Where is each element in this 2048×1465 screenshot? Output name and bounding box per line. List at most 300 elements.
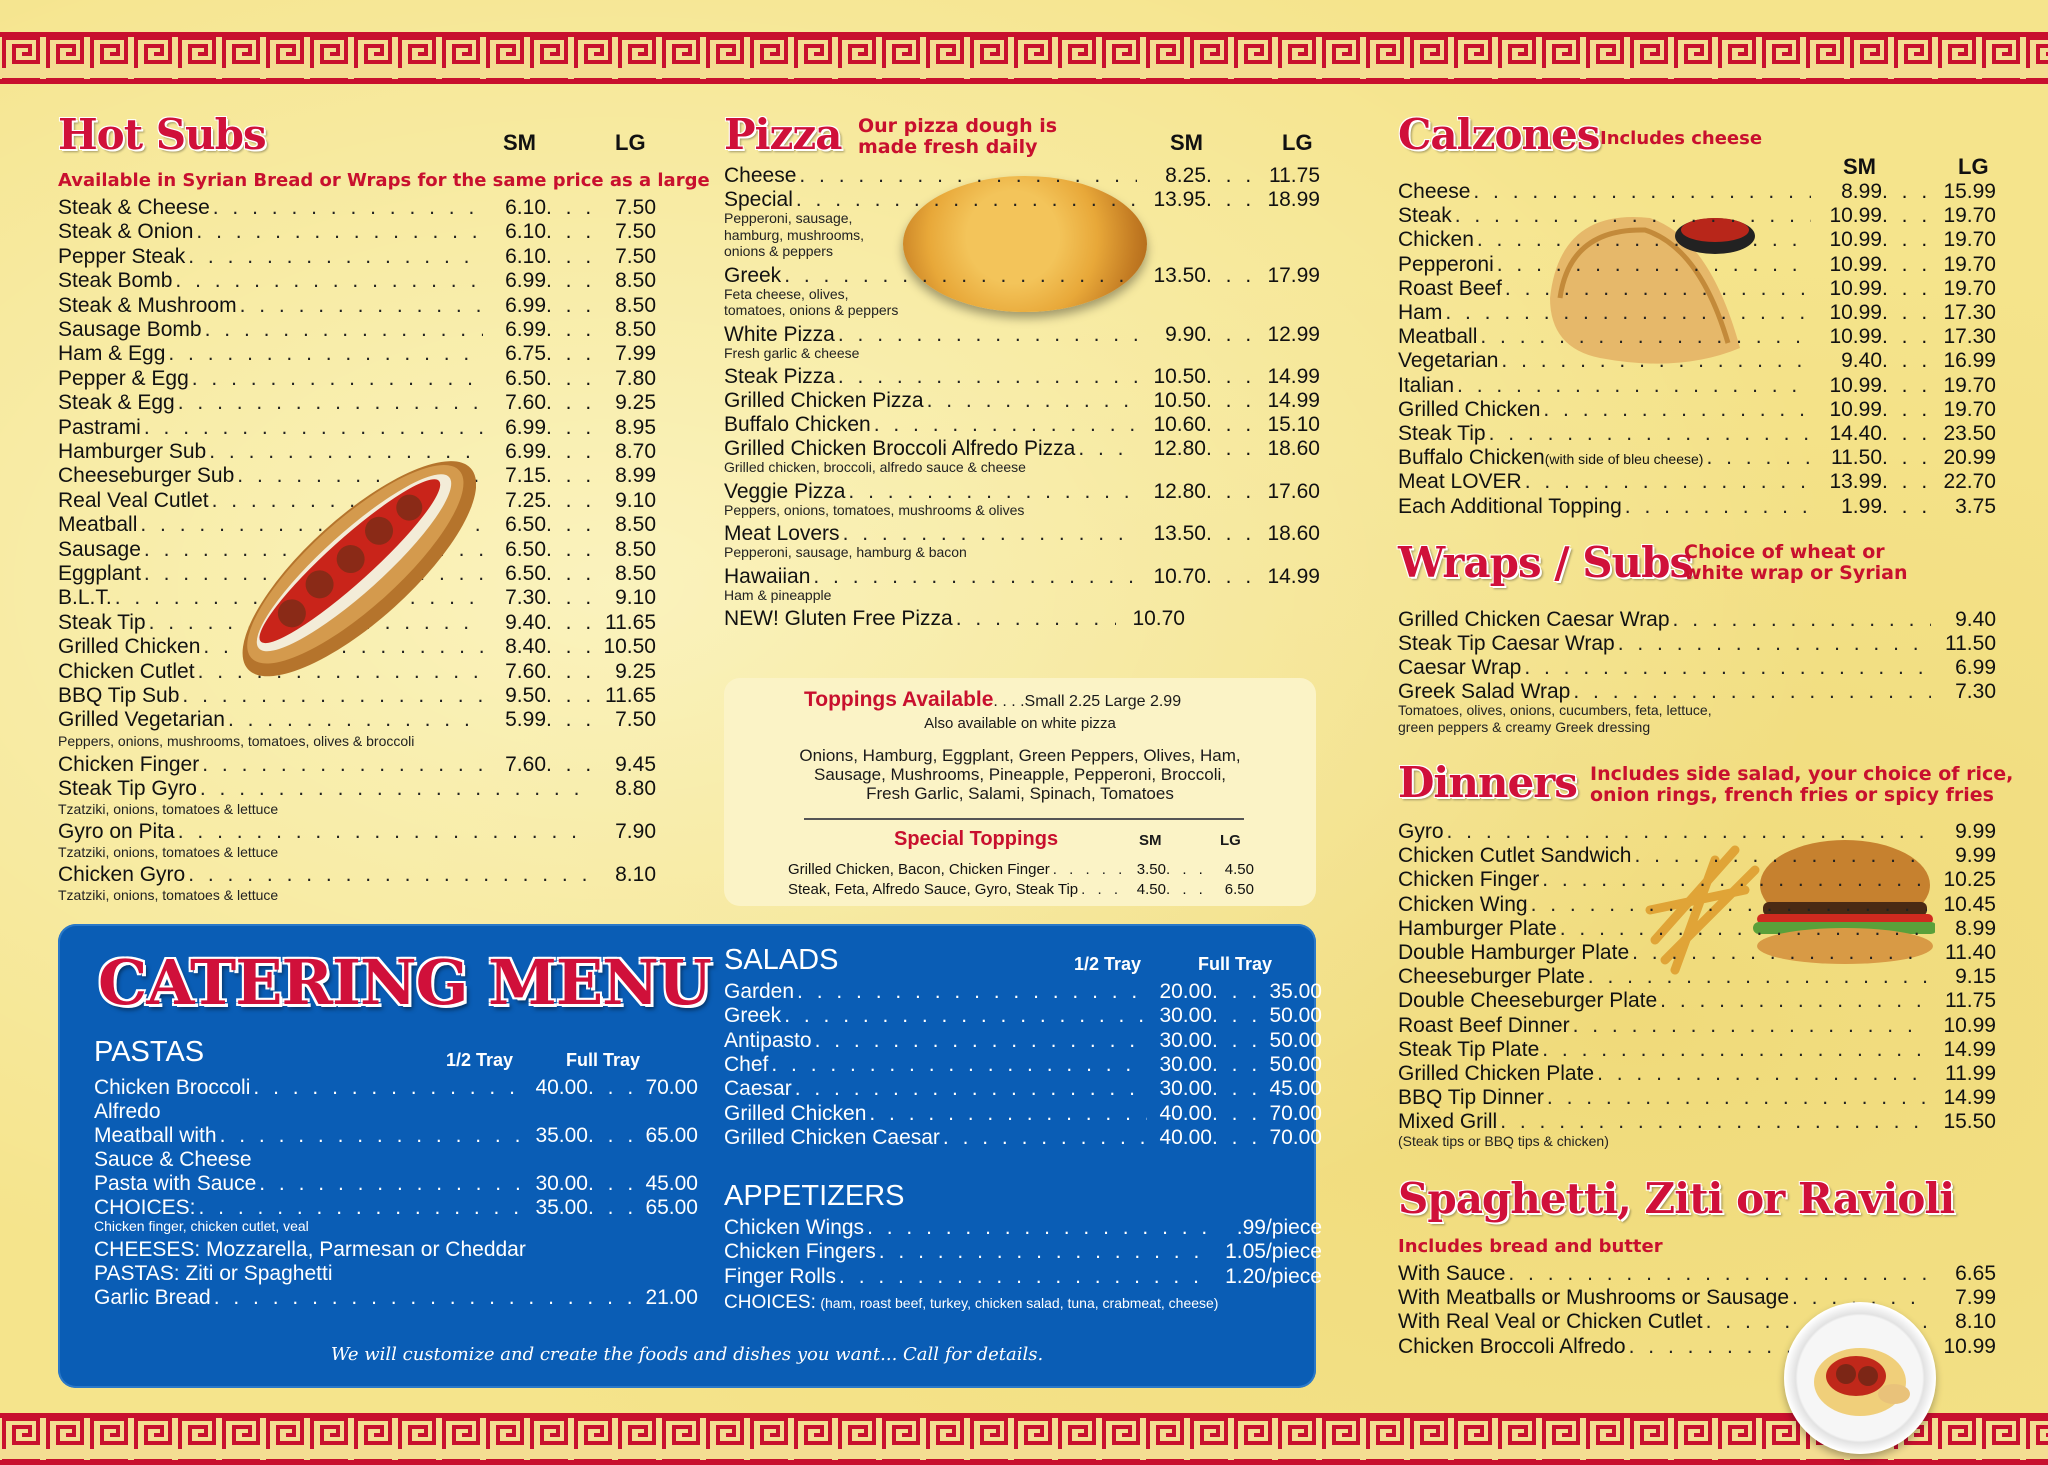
price-small: 1.99: [1841, 494, 1882, 518]
item-name: Grilled Chicken, Bacon, Chicken Finger: [788, 861, 1050, 878]
leader-dots: [1445, 301, 1811, 325]
menu-item-row: [1398, 1086, 1996, 1110]
price-large: 65.00: [645, 1196, 698, 1219]
leader-dots: [1480, 325, 1811, 349]
leader-dots: [546, 562, 594, 586]
menu-item-row: [724, 389, 1320, 413]
price-small: 10.50: [1153, 365, 1206, 388]
price-large: 19.70: [1943, 228, 1996, 252]
price-large: 19.70: [1943, 252, 1996, 276]
price-small: 7.60: [505, 752, 546, 776]
price-small: 6.99: [505, 293, 546, 317]
hot-subs-col-lg: LG: [615, 130, 646, 155]
item-name: Cheeseburger Sub: [58, 464, 235, 488]
item-name: Grilled Chicken: [1398, 397, 1541, 421]
menu-item-row: [1398, 989, 1996, 1013]
leader-dots: [843, 522, 1137, 546]
leader-dots: [1882, 349, 1930, 373]
price-large: 17.60: [1267, 479, 1320, 503]
price-large: 12.99: [1267, 322, 1320, 346]
item-name: Garden: [724, 980, 795, 1003]
meatball-sub-image: [236, 440, 476, 690]
leader-dots: [943, 1126, 1147, 1150]
leader-dots: [1660, 989, 1927, 1013]
menu-item-row: [1398, 917, 1996, 941]
price-small: 7.30: [505, 586, 546, 610]
toppings-line: Sausage, Mushrooms, Pineapple, Pepperoni, Broccoli,: [813, 765, 1226, 784]
price-small: 13.99: [1829, 470, 1882, 494]
menu-item-row: [58, 318, 656, 342]
catering-note-line: PASTAS: Ziti or Spaghetti: [94, 1262, 333, 1285]
leader-dots: [546, 294, 594, 318]
price-small: 8.40: [505, 635, 546, 659]
leader-dots: [1166, 878, 1214, 902]
item-name: Greek: [724, 1004, 782, 1028]
price-large: 70.00: [645, 1076, 698, 1099]
menu-item-row: [1398, 632, 1996, 656]
item-name: Sausage: [58, 537, 141, 561]
item-name: Each Additional Topping: [1398, 494, 1622, 518]
leader-dots: [1882, 204, 1930, 228]
price-small: 10.70: [1153, 564, 1206, 588]
leader-dots: [1212, 980, 1260, 1004]
menu-item-row: [1398, 398, 1996, 422]
leader-dots: [196, 220, 483, 244]
leader-dots: [1206, 264, 1254, 288]
item-name: Grilled Vegetarian: [58, 708, 225, 732]
price-small: 10.60: [1153, 413, 1206, 436]
item-name: Grilled Chicken: [724, 1101, 867, 1125]
price-small: 11.50: [1945, 632, 1996, 655]
menu-item-row: [1398, 325, 1996, 349]
leader-dots: [1508, 1262, 1927, 1286]
price-small: 11.50: [1831, 446, 1882, 470]
item-name: Hawaiian: [724, 564, 811, 588]
wraps-note-line1: Choice of wheat or: [1684, 541, 1885, 563]
toppings-line: Fresh Garlic, Salami, Spinach, Tomatoes: [866, 784, 1174, 803]
price-large: 8.50: [615, 537, 656, 561]
leader-dots: [240, 294, 483, 318]
item-name: Chicken Wings: [724, 1216, 865, 1239]
item-name: Steak Tip: [58, 610, 146, 634]
leader-dots: [1505, 277, 1811, 301]
price-small: 6.99: [505, 318, 546, 341]
item-name: Gyro on Pita: [58, 819, 175, 843]
price-small: 10.99: [1829, 228, 1882, 252]
item-name: Roast Beef: [1398, 276, 1502, 300]
appetizers-title: APPETIZERS: [724, 1180, 905, 1212]
item-name: Caesar Wrap: [1398, 656, 1522, 679]
menu-item-row: [1398, 1110, 1996, 1134]
price-small: 6.50: [505, 562, 546, 585]
leader-dots: [1447, 820, 1927, 844]
leader-dots: [220, 1124, 523, 1148]
price-large: 17.30: [1943, 325, 1996, 349]
hot-subs-title: Hot Subs: [58, 110, 266, 159]
menu-item-row: [58, 342, 656, 366]
price-small: 6.10: [505, 220, 546, 244]
catering-footer: We will customize and create the foods and dishes you want... Call for details.: [330, 1344, 1044, 1365]
item-description: Grilled chicken, broccoli, alfredo sauce & cheese: [724, 459, 1026, 475]
toppings-box: [724, 678, 1316, 906]
item-description: onions & peppers: [724, 243, 833, 259]
item-name: Grilled Chicken Broccoli Alfredo Pizza: [724, 437, 1076, 460]
price-small: 6.99: [505, 269, 546, 293]
toppings-title: Toppings Available: [804, 688, 994, 711]
price-small: 11.75: [1945, 989, 1996, 1013]
toppings-line: Onions, Hamburg, Eggplant, Green Peppers, Olives, Ham,: [799, 746, 1241, 765]
leader-dots: [1206, 164, 1254, 188]
item-name: Ham & Egg: [58, 342, 166, 366]
item-name: With Real Veal or Chicken Cutlet: [1398, 1310, 1703, 1334]
price-large: 35.00: [1269, 980, 1322, 1003]
toppings-sub: Also available on white pizza: [924, 715, 1116, 732]
item-name: Chicken Broccoli Alfredo: [1398, 1334, 1626, 1358]
item-name: Real Veal Cutlet: [58, 488, 209, 512]
leader-dots: [1882, 228, 1930, 252]
price-large: 8.95: [615, 415, 656, 439]
item-description: green peppers & creamy Greek dressing: [1398, 719, 1651, 735]
special-toppings-title: Special Toppings: [894, 828, 1059, 850]
price-large: 8.50: [615, 293, 656, 317]
menu-item-row: [724, 522, 1320, 546]
item-description: Fresh garlic & cheese: [724, 344, 860, 361]
leader-dots: [1212, 1102, 1260, 1126]
price-large: 18.99: [1267, 188, 1320, 211]
price-large: 8.99: [615, 464, 656, 488]
item-name: Gyro: [1398, 820, 1444, 843]
item-name: With Meatballs or Mushrooms or Sausage: [1398, 1286, 1789, 1310]
menu-item-row: [1398, 608, 1996, 632]
menu-item-row: [724, 565, 1320, 589]
appetizers-choices: [724, 1292, 1218, 1314]
menu-item-row: [724, 188, 1320, 212]
item-name: Meat LOVER: [1398, 470, 1522, 494]
leader-dots: [546, 611, 594, 635]
item-name: Cheese: [1398, 180, 1471, 203]
leader-dots: [1542, 868, 1927, 892]
item-name: Steak: [1398, 204, 1452, 228]
price-large: 22.70: [1943, 470, 1996, 494]
leader-dots: [1573, 680, 1931, 704]
leader-dots: [796, 188, 1137, 212]
price-small: 11.40: [1945, 941, 1996, 964]
item-name: Vegetarian: [1398, 349, 1499, 373]
price-large: 4.50: [1224, 861, 1254, 878]
item-name: Hamburger Plate: [1398, 916, 1557, 940]
item-name: Mixed Grill: [1398, 1110, 1498, 1134]
item-description: Ham & pineapple: [724, 586, 832, 603]
menu-item-row: [724, 164, 1320, 188]
leader-dots: [848, 480, 1137, 504]
appetizers-choices-label: CHOICES:: [724, 1292, 816, 1313]
price-small: 8.10: [1955, 1310, 1996, 1334]
price-small: 30.00: [1159, 1004, 1212, 1028]
price-large: 7.50: [615, 708, 656, 732]
leader-dots: [1882, 470, 1930, 494]
leader-dots: [228, 708, 483, 732]
leader-dots: [927, 389, 1137, 413]
item-description: Tzatziki, onions, tomatoes & lettuce: [58, 843, 279, 860]
menu-item-row: [1398, 1014, 1996, 1038]
price-small: 14.40: [1829, 422, 1882, 445]
leader-dots: [1212, 1053, 1260, 1077]
price-large: 17.30: [1943, 301, 1996, 324]
leader-dots: [546, 464, 594, 488]
leader-dots: [178, 391, 483, 415]
menu-item-row: [94, 1076, 698, 1100]
menu-item-row: [724, 980, 1322, 1004]
item-name: Meatball: [58, 513, 138, 537]
item-description: Tzatziki, onions, tomatoes & lettuce: [58, 800, 279, 817]
item-name: Chicken Wing: [1398, 892, 1528, 916]
menu-item-row: [58, 416, 656, 440]
item-description: tomatoes, onions & peppers: [724, 302, 899, 318]
menu-item-row: [1398, 656, 1996, 680]
leader-dots: [1560, 917, 1927, 941]
salads-title: SALADS: [724, 944, 839, 976]
leader-dots: [1206, 188, 1254, 212]
leader-dots: [795, 1077, 1147, 1101]
menu-item-row: [1398, 844, 1996, 868]
leader-dots: [546, 586, 594, 610]
leader-dots: [546, 684, 594, 708]
menu-item-row: [724, 1004, 1322, 1028]
price-small: 9.99: [1955, 844, 1996, 868]
item-name: Finger Rolls: [724, 1264, 837, 1288]
price-large: 8.50: [615, 513, 656, 537]
price-small: 40.00: [1159, 1125, 1212, 1149]
item-name: Cheeseburger Plate: [1398, 965, 1585, 989]
item-name: Chef: [724, 1052, 769, 1076]
menu-item-row: [58, 391, 656, 415]
leader-dots: [839, 1265, 1209, 1289]
price-small: 9.40: [505, 610, 546, 634]
price-small: 6.50: [505, 513, 546, 537]
item-name: Chicken: [1398, 228, 1474, 252]
leader-dots: [1882, 374, 1930, 398]
price-small: 10.99: [1943, 1013, 1996, 1037]
leader-dots: [546, 753, 594, 777]
price-large: 7.99: [615, 342, 656, 366]
leader-dots: [588, 1196, 636, 1220]
leader-dots: [168, 342, 483, 366]
pizza-note-line2: made fresh daily: [858, 136, 1038, 158]
special-col-lg: LG: [1220, 832, 1241, 849]
leader-dots: [1673, 608, 1931, 632]
item-note: (with side of bleu cheese): [1544, 451, 1704, 468]
leader-dots: [546, 220, 594, 244]
item-name: BBQ Tip Sub: [58, 684, 180, 707]
salads-col-half: 1/2 Tray: [1074, 954, 1142, 974]
leader-dots: [1573, 1014, 1927, 1038]
leader-dots: [1618, 632, 1931, 656]
item-name: Steak & Egg: [58, 391, 175, 415]
price-small: 6.99: [505, 440, 546, 463]
price-large: 7.50: [615, 244, 656, 268]
item-name: Veggie Pizza: [724, 479, 846, 503]
dinners-note-line1: Includes side salad, your choice of rice,: [1590, 763, 2014, 785]
menu-item-row: [1398, 349, 1996, 373]
price-large: 20.99: [1943, 446, 1996, 470]
leader-dots: [1455, 204, 1811, 228]
item-description: Tzatziki, onions, tomatoes & lettuce: [58, 886, 279, 903]
menu-item-row: [58, 220, 656, 244]
price-large: 19.70: [1943, 397, 1996, 421]
leader-dots: [1525, 470, 1811, 494]
leader-dots: [1078, 437, 1137, 461]
price-large: 11.75: [1269, 164, 1320, 187]
salads-col-full: Full Tray: [1198, 954, 1273, 974]
item-name: Pepper & Egg: [58, 366, 189, 390]
price-small: 7.60: [505, 659, 546, 683]
item-name: Buffalo Chicken: [1398, 446, 1545, 470]
item-name: Chicken Fingers: [724, 1240, 876, 1264]
greek-key-border-bottom: [0, 1413, 2048, 1465]
price-small: 10.99: [1829, 325, 1882, 349]
leader-dots: [1473, 180, 1811, 204]
leader-dots: [1632, 941, 1927, 965]
spaghetti-plate-image: [1784, 1302, 1936, 1454]
leader-dots: [178, 820, 591, 844]
price-large: 9.45: [615, 752, 656, 776]
item-name: Double Cheeseburger Plate: [1398, 989, 1658, 1013]
item-description: Pepperoni, sausage,: [724, 210, 853, 226]
leader-dots: [879, 1240, 1209, 1264]
menu-item-row: [58, 708, 656, 732]
appetizers-choices-desc: (ham, roast beef, turkey, chicken salad, tuna, crabmeat, cheese): [820, 1295, 1219, 1311]
price-large: 18.60: [1267, 522, 1320, 545]
calzones-col-lg: LG: [1958, 154, 1989, 179]
leader-dots: [546, 245, 594, 269]
wraps-note-line2: white wrap or Syrian: [1684, 562, 1908, 584]
price-small: 6.50: [505, 537, 546, 561]
item-name: Italian: [1398, 373, 1455, 397]
hot-subs-note: Available in Syrian Bread or Wraps for the same price as a large: [58, 170, 710, 191]
item-name: Steak, Feta, Alfredo Sauce, Gyro, Steak Tip: [788, 881, 1079, 898]
price-large: 9.10: [615, 488, 656, 512]
price-large: 45.00: [645, 1172, 698, 1195]
item-name: Caesar: [724, 1077, 792, 1101]
leader-dots: [213, 196, 483, 220]
price-large: 14.99: [1267, 564, 1320, 588]
item-description: (Steak tips or BBQ tips & chicken): [1398, 1132, 1609, 1149]
item-name: Steak Tip Plate: [1398, 1037, 1540, 1061]
calzones-title: Calzones: [1398, 110, 1600, 159]
leader-dots: [815, 1029, 1147, 1053]
price-small: 7.25: [505, 488, 546, 512]
toppings-divider: [804, 818, 1244, 820]
price-large: 9.25: [615, 391, 656, 415]
price-large: 23.50: [1943, 422, 1996, 445]
leader-dots: [1206, 323, 1254, 347]
menu-item-row: [1398, 495, 1996, 519]
price-small: 21.00: [645, 1286, 698, 1309]
item-name-continued: Alfredo: [94, 1100, 161, 1123]
pizza-note-line1: Our pizza dough is: [858, 115, 1058, 137]
menu-item-row: [58, 367, 656, 391]
calzones-col-sm: SM: [1843, 154, 1876, 179]
price-small: 6.99: [505, 415, 546, 439]
toppings-price: . . . .Small 2.25 Large 2.99: [993, 693, 1182, 710]
price-large: 19.70: [1943, 373, 1996, 397]
menu-item-row: [1398, 204, 1996, 228]
leader-dots: [205, 318, 483, 342]
toppings-header: [804, 688, 1264, 712]
item-description: Pepperoni, sausage, hamburg & bacon: [724, 544, 967, 560]
menu-item-row: [1398, 965, 1996, 989]
leader-dots: [1206, 389, 1254, 413]
menu-item-row: [1398, 893, 1996, 917]
pastas-col-full: Full Tray: [566, 1050, 641, 1070]
leader-dots: [188, 245, 483, 269]
leader-dots: [1882, 495, 1930, 519]
leader-dots: [1706, 446, 1811, 470]
leader-dots: [869, 1102, 1147, 1126]
price-small: 10.99: [1829, 373, 1882, 397]
leader-dots: [1212, 1077, 1260, 1101]
leader-dots: [546, 708, 594, 732]
item-name: CHOICES:: [94, 1196, 196, 1219]
wraps-note: [1684, 542, 1907, 584]
dinners-title: Dinners: [1398, 758, 1577, 807]
leader-dots: [546, 635, 594, 659]
price-small: 6.10: [505, 244, 546, 268]
leader-dots: [799, 164, 1137, 188]
item-name: NEW! Gluten Free Pizza: [724, 607, 953, 630]
price-large: 8.50: [615, 269, 656, 293]
spaghetti-note: Includes bread and butter: [1398, 1236, 1663, 1257]
menu-item-row: [1398, 868, 1996, 892]
price-small: 9.40: [1955, 608, 1996, 631]
leader-dots: [784, 264, 1137, 288]
price-small: 6.65: [1955, 1262, 1996, 1285]
menu-item-row: [1398, 470, 1996, 494]
menu-item-row: [1398, 301, 1996, 325]
price-large: 7.80: [615, 366, 656, 390]
menu-item-row: [724, 607, 1185, 631]
price-small: 3.50: [1136, 861, 1166, 878]
price-large: 14.99: [1267, 389, 1320, 412]
leader-dots: [1212, 1004, 1260, 1028]
leader-dots: [546, 367, 594, 391]
catering-note-line: CHEESES: Mozzarella, Parmesan or Cheddar: [94, 1238, 526, 1261]
price-small: 8.99: [1841, 180, 1882, 203]
leader-dots: [546, 416, 594, 440]
spaghetti-title: Spaghetti, Ziti or Ravioli: [1398, 1174, 1955, 1223]
leader-dots: [874, 413, 1137, 437]
pizza-note: [858, 116, 1057, 158]
menu-item-row: [724, 323, 1320, 347]
price-large: 19.70: [1943, 276, 1996, 300]
menu-item-row: [1398, 1062, 1996, 1086]
price-small: 8.80: [615, 776, 656, 800]
leader-dots: [1206, 413, 1254, 437]
menu-item-row: [1398, 180, 1996, 204]
menu-item-row: [58, 777, 656, 801]
price-small: 4.50: [1136, 881, 1166, 898]
price-small: 11.99: [1945, 1062, 1996, 1085]
leader-dots: [867, 1216, 1209, 1240]
price-small: 8.99: [1955, 916, 1996, 940]
menu-item-row: [1398, 1262, 1996, 1286]
leader-dots: [838, 365, 1137, 389]
item-name: BBQ Tip Dinner: [1398, 1086, 1544, 1110]
price-small: 10.99: [1829, 397, 1882, 421]
price-large: 8.50: [615, 562, 656, 585]
price-large: 50.00: [1269, 1004, 1322, 1028]
menu-item-row: [788, 878, 1254, 902]
